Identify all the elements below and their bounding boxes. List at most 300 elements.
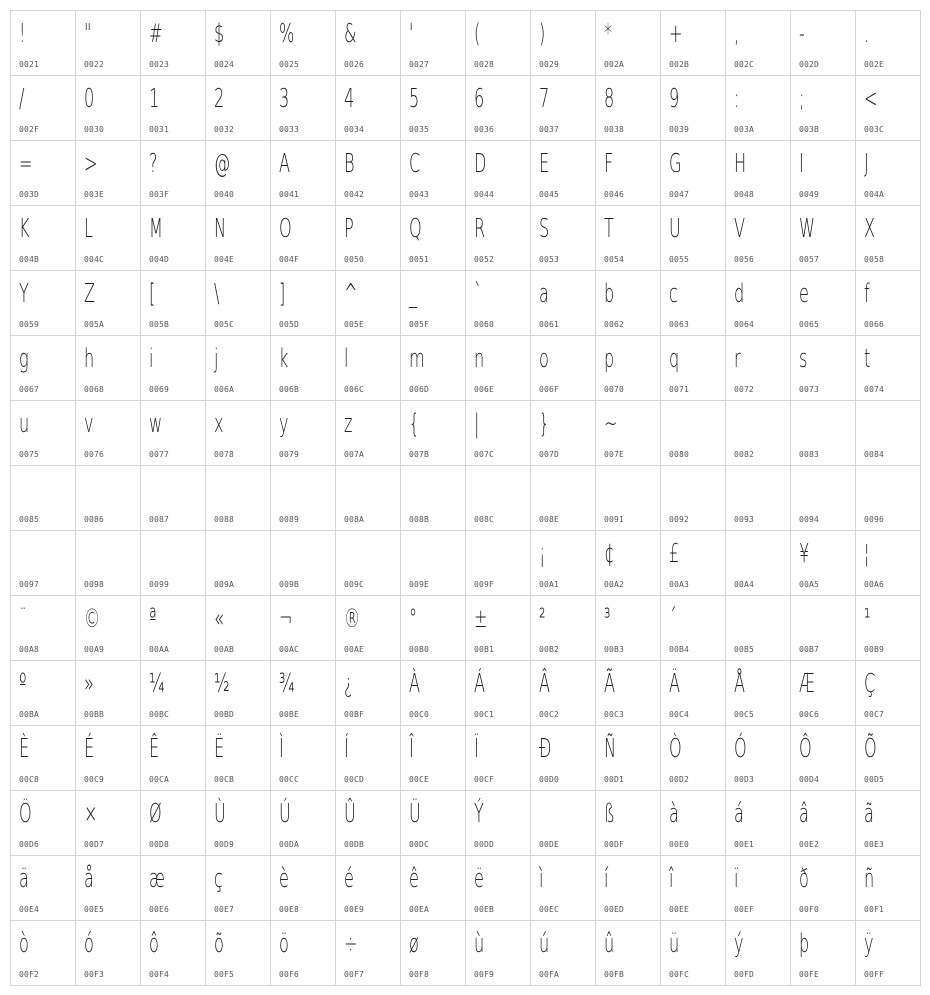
codepoint-label: 0071 bbox=[669, 385, 690, 394]
glyph-cell bbox=[76, 11, 141, 76]
codepoint-label: 004C bbox=[84, 255, 105, 264]
codepoint-label: 0037 bbox=[539, 125, 560, 134]
glyph-cell bbox=[336, 11, 401, 76]
glyph-sample: / bbox=[19, 84, 25, 114]
glyph-cell bbox=[726, 141, 791, 206]
glyph-cell bbox=[726, 206, 791, 271]
glyph-cell bbox=[856, 596, 921, 661]
glyph-cell bbox=[791, 661, 856, 726]
glyph-sample: ý bbox=[734, 929, 744, 959]
codepoint-label: 0083 bbox=[799, 450, 820, 459]
codepoint-label: 00BF bbox=[344, 710, 365, 719]
glyph-sample: Ì bbox=[279, 734, 284, 764]
glyph-cell bbox=[76, 791, 141, 856]
codepoint-label: 00E1 bbox=[734, 840, 755, 849]
codepoint-label: 0058 bbox=[864, 255, 885, 264]
glyph-cell bbox=[531, 856, 596, 921]
glyph-cell bbox=[141, 271, 206, 336]
codepoint-label: 00EC bbox=[539, 905, 560, 914]
glyph-sample: 8 bbox=[604, 84, 615, 114]
codepoint-label: 006C bbox=[344, 385, 365, 394]
glyph-cell bbox=[661, 466, 726, 531]
codepoint-label: 00A3 bbox=[669, 580, 690, 589]
glyph-cell bbox=[466, 336, 531, 401]
glyph-sample: Ø bbox=[149, 799, 162, 829]
codepoint-label: 00B0 bbox=[409, 645, 430, 654]
glyph-cell bbox=[206, 271, 271, 336]
codepoint-label: 0091 bbox=[604, 515, 625, 524]
codepoint-label: 0084 bbox=[864, 450, 885, 459]
codepoint-label: 0044 bbox=[474, 190, 495, 199]
glyph-sample: l bbox=[344, 344, 349, 374]
glyph-cell bbox=[791, 466, 856, 531]
glyph-sample: z bbox=[344, 409, 353, 439]
glyph-sample: & bbox=[344, 19, 357, 49]
glyph-cell bbox=[271, 596, 336, 661]
codepoint-label: 0097 bbox=[19, 580, 40, 589]
glyph-sample: Í bbox=[344, 734, 349, 764]
glyph-sample: W bbox=[799, 214, 815, 244]
codepoint-label: 002D bbox=[799, 60, 820, 69]
glyph-cell bbox=[466, 141, 531, 206]
codepoint-label: 00FE bbox=[799, 970, 820, 979]
glyph-sample: @ bbox=[214, 149, 231, 179]
glyph-cell bbox=[141, 336, 206, 401]
glyph-cell bbox=[596, 661, 661, 726]
glyph-cell bbox=[141, 856, 206, 921]
glyph-cell bbox=[206, 11, 271, 76]
codepoint-label: 007E bbox=[604, 450, 625, 459]
glyph-cell bbox=[206, 726, 271, 791]
codepoint-label: 00BE bbox=[279, 710, 300, 719]
codepoint-label: 0042 bbox=[344, 190, 365, 199]
glyph-sample: 2 bbox=[214, 84, 225, 114]
codepoint-label: 004D bbox=[149, 255, 170, 264]
codepoint-label: 004B bbox=[19, 255, 40, 264]
codepoint-label: 0043 bbox=[409, 190, 430, 199]
glyph-cell bbox=[206, 336, 271, 401]
glyph-cell bbox=[401, 596, 466, 661]
glyph-cell bbox=[661, 76, 726, 141]
glyph-sample: ^ bbox=[344, 279, 358, 309]
glyph-sample: ´ bbox=[669, 604, 677, 634]
codepoint-label: 00A8 bbox=[19, 645, 40, 654]
glyph-sample: j bbox=[214, 344, 219, 374]
glyph-cell bbox=[661, 661, 726, 726]
codepoint-label: 00F4 bbox=[149, 970, 170, 979]
codepoint-label: 00FD bbox=[734, 970, 755, 979]
codepoint-label: 0050 bbox=[344, 255, 365, 264]
glyph-cell bbox=[726, 921, 791, 986]
glyph-cell bbox=[726, 271, 791, 336]
codepoint-label: 002E bbox=[864, 60, 885, 69]
glyph-cell bbox=[141, 596, 206, 661]
codepoint-label: 003B bbox=[799, 125, 820, 134]
glyph-cell bbox=[206, 661, 271, 726]
codepoint-label: 007D bbox=[539, 450, 560, 459]
glyph-cell bbox=[336, 336, 401, 401]
glyph-sample: Ã bbox=[604, 669, 616, 699]
codepoint-label: 00C7 bbox=[864, 710, 885, 719]
glyph-cell bbox=[76, 921, 141, 986]
glyph-cell bbox=[661, 791, 726, 856]
codepoint-label: 007C bbox=[474, 450, 495, 459]
glyph-sample: C bbox=[409, 149, 421, 179]
glyph-cell bbox=[76, 726, 141, 791]
glyph-sample: ± bbox=[474, 604, 488, 634]
glyph-sample: B bbox=[344, 149, 355, 179]
glyph-cell bbox=[726, 661, 791, 726]
glyph-cell bbox=[11, 206, 76, 271]
glyph-sample: 1 bbox=[149, 84, 160, 114]
glyph-sample: ó bbox=[84, 929, 94, 959]
codepoint-label: 00B7 bbox=[799, 645, 820, 654]
codepoint-label: 00EF bbox=[734, 905, 755, 914]
glyph-cell bbox=[856, 856, 921, 921]
glyph-sample: Ê bbox=[149, 734, 160, 764]
codepoint-label: 0067 bbox=[19, 385, 40, 394]
codepoint-label: 002B bbox=[669, 60, 690, 69]
glyph-sample: s bbox=[799, 344, 808, 374]
glyph-cell bbox=[206, 401, 271, 466]
codepoint-label: 00B4 bbox=[669, 645, 690, 654]
glyph-sample: F bbox=[604, 149, 614, 179]
codepoint-label: 005C bbox=[214, 320, 235, 329]
glyph-sample: % bbox=[279, 19, 295, 49]
glyph-sample: S bbox=[539, 214, 550, 244]
codepoint-label: 00D0 bbox=[539, 775, 560, 784]
codepoint-label: 0051 bbox=[409, 255, 430, 264]
glyph-sample: ® bbox=[344, 604, 361, 634]
codepoint-label: 0057 bbox=[799, 255, 820, 264]
glyph-sample: L bbox=[84, 214, 93, 244]
glyph-cell bbox=[11, 921, 76, 986]
glyph-cell bbox=[791, 726, 856, 791]
glyph-cell bbox=[856, 921, 921, 986]
glyph-cell bbox=[336, 271, 401, 336]
codepoint-label: 0041 bbox=[279, 190, 300, 199]
codepoint-label: 0031 bbox=[149, 125, 170, 134]
glyph-cell bbox=[791, 76, 856, 141]
glyph-cell bbox=[661, 336, 726, 401]
glyph-sample: ð bbox=[799, 864, 809, 894]
codepoint-label: 005B bbox=[149, 320, 170, 329]
glyph-cell bbox=[11, 401, 76, 466]
codepoint-label: 006A bbox=[214, 385, 235, 394]
codepoint-label: 00CB bbox=[214, 775, 235, 784]
glyph-sample: Á bbox=[474, 669, 486, 699]
glyph-cell bbox=[401, 921, 466, 986]
glyph-cell bbox=[206, 531, 271, 596]
glyph-cell bbox=[856, 76, 921, 141]
glyph-sample: Y bbox=[19, 279, 29, 309]
glyph-cell bbox=[856, 206, 921, 271]
codepoint-label: 0080 bbox=[669, 450, 690, 459]
glyph-sample: V bbox=[734, 214, 746, 244]
glyph-sample: D bbox=[474, 149, 487, 179]
codepoint-label: 00E7 bbox=[214, 905, 235, 914]
glyph-cell bbox=[336, 596, 401, 661]
glyph-sample: 7 bbox=[539, 84, 550, 114]
glyph-cell bbox=[791, 791, 856, 856]
glyph-cell bbox=[11, 336, 76, 401]
codepoint-label: 0036 bbox=[474, 125, 495, 134]
codepoint-label: 0056 bbox=[734, 255, 755, 264]
glyph-cell bbox=[11, 856, 76, 921]
codepoint-label: 00FC bbox=[669, 970, 690, 979]
codepoint-label: 0023 bbox=[149, 60, 170, 69]
codepoint-label: 0094 bbox=[799, 515, 820, 524]
codepoint-label: 0049 bbox=[799, 190, 820, 199]
glyph-sample: M bbox=[149, 214, 163, 244]
glyph-sample: Ð bbox=[539, 734, 552, 764]
glyph-cell bbox=[11, 791, 76, 856]
codepoint-label: 0089 bbox=[279, 515, 300, 524]
glyph-sample: m bbox=[409, 344, 425, 374]
codepoint-label: 00AB bbox=[214, 645, 235, 654]
glyph-sample: ¹ bbox=[864, 604, 871, 634]
glyph-cell bbox=[141, 921, 206, 986]
glyph-sample: õ bbox=[214, 929, 224, 959]
codepoint-label: 0077 bbox=[149, 450, 170, 459]
glyph-sample: v bbox=[84, 409, 94, 439]
glyph-cell bbox=[401, 466, 466, 531]
codepoint-label: 008A bbox=[344, 515, 365, 524]
codepoint-label: 0026 bbox=[344, 60, 365, 69]
glyph-cell bbox=[401, 726, 466, 791]
codepoint-label: 00A1 bbox=[539, 580, 560, 589]
glyph-sample: o bbox=[539, 344, 549, 374]
glyph-cell bbox=[596, 336, 661, 401]
codepoint-label: 00F9 bbox=[474, 970, 495, 979]
glyph-cell bbox=[401, 141, 466, 206]
glyph-cell bbox=[271, 401, 336, 466]
glyph-cell bbox=[11, 596, 76, 661]
glyph-sample: > bbox=[84, 149, 98, 179]
glyph-sample: ì bbox=[539, 864, 544, 894]
glyph-sample: { bbox=[409, 409, 420, 439]
codepoint-label: 00C1 bbox=[474, 710, 495, 719]
glyph-sample: X bbox=[864, 214, 876, 244]
glyph-sample: ã bbox=[864, 799, 874, 829]
glyph-sample: T bbox=[604, 214, 614, 244]
codepoint-label: 00E5 bbox=[84, 905, 105, 914]
glyph-sample: 6 bbox=[474, 84, 485, 114]
glyph-sample: é bbox=[344, 864, 354, 894]
codepoint-label: 00E0 bbox=[669, 840, 690, 849]
glyph-cell bbox=[466, 726, 531, 791]
glyph-cell bbox=[401, 856, 466, 921]
glyph-cell bbox=[726, 466, 791, 531]
glyph-cell bbox=[466, 791, 531, 856]
glyph-sample: Õ bbox=[864, 734, 877, 764]
glyph-cell bbox=[271, 531, 336, 596]
codepoint-label: 00AA bbox=[149, 645, 170, 654]
character-map-grid bbox=[10, 10, 921, 986]
codepoint-label: 0048 bbox=[734, 190, 755, 199]
codepoint-label: 006E bbox=[474, 385, 495, 394]
glyph-sample: Q bbox=[409, 214, 422, 244]
glyph-sample: º bbox=[19, 669, 27, 699]
codepoint-label: 00C8 bbox=[19, 775, 40, 784]
glyph-sample: w bbox=[149, 409, 163, 439]
glyph-sample: ° bbox=[409, 604, 418, 634]
codepoint-label: 0039 bbox=[669, 125, 690, 134]
glyph-sample: K bbox=[19, 214, 30, 244]
glyph-cell bbox=[466, 531, 531, 596]
glyph-cell bbox=[531, 76, 596, 141]
codepoint-label: 009B bbox=[279, 580, 300, 589]
codepoint-label: 0045 bbox=[539, 190, 560, 199]
glyph-sample: n bbox=[474, 344, 485, 374]
codepoint-label: 0076 bbox=[84, 450, 105, 459]
glyph-cell bbox=[401, 791, 466, 856]
glyph-sample: U bbox=[669, 214, 681, 244]
glyph-cell bbox=[76, 531, 141, 596]
glyph-sample: 4 bbox=[344, 84, 355, 114]
codepoint-label: 004A bbox=[864, 190, 885, 199]
codepoint-label: 00A2 bbox=[604, 580, 625, 589]
codepoint-label: 00F6 bbox=[279, 970, 300, 979]
codepoint-label: 00E4 bbox=[19, 905, 40, 914]
glyph-sample: ¨ bbox=[19, 604, 28, 634]
glyph-sample: Z bbox=[84, 279, 96, 309]
glyph-sample: þ bbox=[799, 929, 810, 959]
codepoint-label: 00E9 bbox=[344, 905, 365, 914]
glyph-sample: ÷ bbox=[344, 929, 358, 959]
glyph-sample: - bbox=[799, 19, 805, 49]
codepoint-label: 0035 bbox=[409, 125, 430, 134]
glyph-cell bbox=[596, 531, 661, 596]
glyph-sample: g bbox=[19, 344, 29, 374]
glyph-sample: a bbox=[539, 279, 549, 309]
codepoint-label: 00CE bbox=[409, 775, 430, 784]
glyph-cell bbox=[401, 206, 466, 271]
glyph-sample: J bbox=[864, 149, 869, 179]
glyph-sample: è bbox=[279, 864, 289, 894]
glyph-sample: ! bbox=[19, 19, 26, 49]
glyph-sample: < bbox=[864, 84, 878, 114]
glyph-cell bbox=[661, 531, 726, 596]
glyph-cell bbox=[271, 921, 336, 986]
glyph-cell bbox=[206, 141, 271, 206]
glyph-sample: æ bbox=[149, 864, 165, 894]
glyph-cell bbox=[466, 76, 531, 141]
codepoint-label: 0074 bbox=[864, 385, 885, 394]
glyph-cell bbox=[401, 661, 466, 726]
glyph-cell bbox=[466, 661, 531, 726]
glyph-cell bbox=[531, 661, 596, 726]
glyph-sample: ª bbox=[149, 604, 157, 634]
glyph-sample: Ö bbox=[19, 799, 32, 829]
codepoint-label: 0072 bbox=[734, 385, 755, 394]
codepoint-label: 00CF bbox=[474, 775, 495, 784]
glyph-cell bbox=[336, 791, 401, 856]
glyph-sample: I bbox=[799, 149, 804, 179]
codepoint-label: 0063 bbox=[669, 320, 690, 329]
codepoint-label: 0046 bbox=[604, 190, 625, 199]
codepoint-label: 0069 bbox=[149, 385, 170, 394]
codepoint-label: 0075 bbox=[19, 450, 40, 459]
codepoint-label: 009A bbox=[214, 580, 235, 589]
glyph-sample: P bbox=[344, 214, 354, 244]
glyph-cell bbox=[661, 206, 726, 271]
glyph-sample: t bbox=[864, 344, 871, 374]
codepoint-label: 00D7 bbox=[84, 840, 105, 849]
glyph-cell bbox=[401, 336, 466, 401]
codepoint-label: 00A4 bbox=[734, 580, 755, 589]
codepoint-label: 003A bbox=[734, 125, 755, 134]
codepoint-label: 0052 bbox=[474, 255, 495, 264]
glyph-cell bbox=[531, 921, 596, 986]
codepoint-label: 00DD bbox=[474, 840, 495, 849]
glyph-sample: ) bbox=[539, 19, 546, 49]
glyph-cell bbox=[141, 466, 206, 531]
glyph-sample: Æ bbox=[799, 669, 815, 699]
glyph-sample: E bbox=[539, 149, 550, 179]
glyph-sample: ß bbox=[604, 799, 615, 829]
codepoint-label: 0062 bbox=[604, 320, 625, 329]
codepoint-label: 003E bbox=[84, 190, 105, 199]
codepoint-label: 0099 bbox=[149, 580, 170, 589]
glyph-cell bbox=[466, 271, 531, 336]
codepoint-label: 00ED bbox=[604, 905, 625, 914]
glyph-cell bbox=[401, 11, 466, 76]
glyph-cell bbox=[596, 596, 661, 661]
glyph-sample: ( bbox=[474, 19, 481, 49]
glyph-cell bbox=[206, 921, 271, 986]
glyph-sample: Ñ bbox=[604, 734, 617, 764]
codepoint-label: 00F5 bbox=[214, 970, 235, 979]
glyph-sample: ¦ bbox=[864, 539, 870, 569]
glyph-sample: Ë bbox=[214, 734, 225, 764]
glyph-sample: ÿ bbox=[864, 929, 874, 959]
glyph-sample: N bbox=[214, 214, 227, 244]
glyph-cell bbox=[141, 206, 206, 271]
glyph-cell bbox=[206, 596, 271, 661]
glyph-sample: + bbox=[669, 19, 683, 49]
glyph-cell bbox=[661, 401, 726, 466]
codepoint-label: 00BD bbox=[214, 710, 235, 719]
glyph-cell bbox=[531, 401, 596, 466]
glyph-cell bbox=[726, 11, 791, 76]
glyph-cell bbox=[401, 531, 466, 596]
codepoint-label: 00EE bbox=[669, 905, 690, 914]
codepoint-label: 00F3 bbox=[84, 970, 105, 979]
codepoint-label: 0086 bbox=[84, 515, 105, 524]
glyph-sample: 5 bbox=[409, 84, 420, 114]
glyph-cell bbox=[531, 726, 596, 791]
glyph-cell bbox=[271, 466, 336, 531]
glyph-cell bbox=[596, 791, 661, 856]
glyph-cell bbox=[76, 206, 141, 271]
glyph-sample: 0 bbox=[84, 84, 95, 114]
glyph-sample: ` bbox=[474, 279, 483, 309]
glyph-sample: : bbox=[734, 84, 740, 114]
glyph-sample: # bbox=[149, 19, 163, 49]
glyph-sample: ô bbox=[149, 929, 159, 959]
codepoint-label: 00C2 bbox=[539, 710, 560, 719]
glyph-cell bbox=[726, 726, 791, 791]
codepoint-label: 0092 bbox=[669, 515, 690, 524]
glyph-cell bbox=[596, 466, 661, 531]
glyph-cell bbox=[531, 531, 596, 596]
glyph-cell bbox=[11, 531, 76, 596]
glyph-cell bbox=[856, 271, 921, 336]
glyph-cell bbox=[856, 791, 921, 856]
glyph-cell bbox=[596, 271, 661, 336]
glyph-cell bbox=[141, 531, 206, 596]
